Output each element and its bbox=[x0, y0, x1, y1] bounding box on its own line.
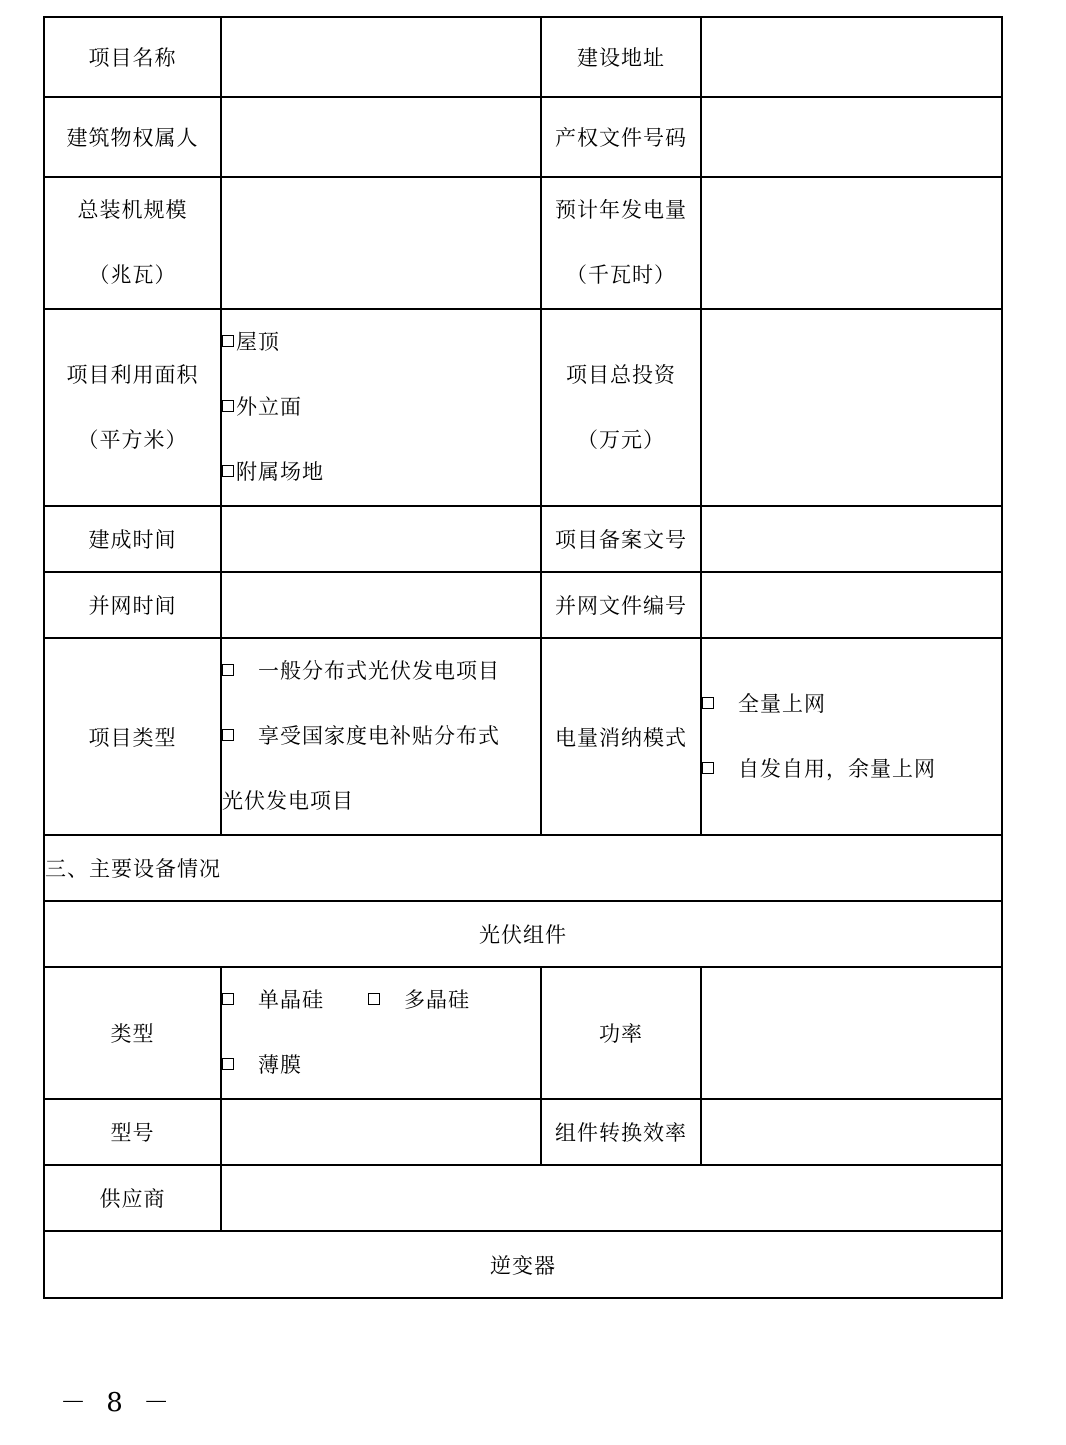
checkbox-icon[interactable] bbox=[222, 664, 234, 676]
option-poly-si-label: 多晶硅 bbox=[404, 988, 470, 1012]
project-type-options bbox=[221, 638, 541, 835]
option-mono-si[interactable] bbox=[222, 988, 346, 1012]
area-used-text: 项目利用面积 bbox=[66, 362, 199, 387]
field-annual-generation[interactable] bbox=[701, 177, 1002, 309]
option-self-use-label: 自发自用，余量上网 bbox=[738, 756, 936, 781]
option-general-distributed-label: 一般分布式光伏发电项目 bbox=[258, 659, 500, 683]
checkbox-icon[interactable] bbox=[222, 729, 234, 741]
option-thin-film-label: 薄膜 bbox=[258, 1053, 302, 1077]
label-project-type: 项目类型 bbox=[44, 638, 221, 835]
field-building-owner[interactable] bbox=[221, 97, 541, 177]
label-filing-no: 项目备案文号 bbox=[541, 506, 701, 572]
checkbox-icon[interactable] bbox=[222, 335, 234, 347]
option-subsidized-distributed-cont: 光伏发电项目 bbox=[222, 789, 354, 813]
area-options bbox=[221, 309, 541, 506]
field-efficiency[interactable] bbox=[701, 1099, 1002, 1165]
label-supplier: 供应商 bbox=[44, 1165, 221, 1231]
checkbox-icon[interactable] bbox=[222, 993, 234, 1005]
section-3-title: 三、主要设备情况 bbox=[44, 835, 1002, 901]
option-poly-si[interactable] bbox=[368, 988, 470, 1012]
annual-generation-unit: （千瓦时） bbox=[566, 263, 676, 287]
total-investment-unit: （万元） bbox=[577, 427, 665, 452]
field-supplier[interactable] bbox=[221, 1165, 1002, 1231]
label-consumption-mode: 电量消纳模式 bbox=[541, 638, 701, 835]
module-type-row-1 bbox=[222, 968, 540, 1033]
option-roof[interactable] bbox=[222, 310, 540, 375]
option-facade[interactable] bbox=[222, 375, 540, 440]
option-ancillary-site-label: 附属场地 bbox=[236, 460, 324, 484]
option-facade-label: 外立面 bbox=[236, 395, 302, 419]
total-investment-text: 项目总投资 bbox=[566, 362, 676, 387]
page-number: － 8 － bbox=[60, 1388, 176, 1418]
label-build-address: 建设地址 bbox=[541, 17, 701, 97]
field-project-name[interactable] bbox=[221, 17, 541, 97]
field-filing-no[interactable] bbox=[701, 506, 1002, 572]
field-property-doc-no[interactable] bbox=[701, 97, 1002, 177]
label-annual-generation bbox=[541, 177, 701, 309]
field-grid-time[interactable] bbox=[221, 572, 541, 638]
total-capacity-text: 总装机规模 bbox=[77, 198, 188, 222]
option-general-distributed[interactable] bbox=[222, 639, 540, 704]
checkbox-icon[interactable] bbox=[222, 400, 234, 412]
label-total-capacity bbox=[44, 177, 221, 309]
field-total-investment[interactable] bbox=[701, 309, 1002, 506]
label-grid-doc-no: 并网文件编号 bbox=[541, 572, 701, 638]
option-self-use[interactable] bbox=[702, 737, 1001, 802]
label-total-investment bbox=[541, 309, 701, 506]
checkbox-icon[interactable] bbox=[702, 697, 714, 709]
option-full-grid[interactable] bbox=[702, 672, 1001, 737]
field-power[interactable] bbox=[701, 967, 1002, 1099]
checkbox-icon[interactable] bbox=[368, 993, 380, 1005]
field-completion-time[interactable] bbox=[221, 506, 541, 572]
label-grid-time: 并网时间 bbox=[44, 572, 221, 638]
total-capacity-unit: （兆瓦） bbox=[88, 263, 177, 287]
option-subsidized-distributed[interactable] bbox=[222, 704, 540, 769]
checkbox-icon[interactable] bbox=[222, 465, 234, 477]
checkbox-icon[interactable] bbox=[222, 1058, 234, 1070]
field-model[interactable] bbox=[221, 1099, 541, 1165]
label-building-owner: 建筑物权属人 bbox=[44, 97, 221, 177]
annual-generation-text: 预计年发电量 bbox=[555, 198, 687, 222]
label-model: 型号 bbox=[44, 1099, 221, 1165]
area-used-unit: （平方米） bbox=[77, 427, 188, 452]
option-subsidized-distributed-label: 享受国家度电补贴分布式 bbox=[258, 724, 500, 748]
inverter-heading: 逆变器 bbox=[44, 1231, 1002, 1298]
pv-module-heading: 光伏组件 bbox=[44, 901, 1002, 967]
project-info-table bbox=[43, 16, 1003, 1299]
label-project-name: 项目名称 bbox=[44, 17, 221, 97]
option-full-grid-label: 全量上网 bbox=[738, 691, 826, 716]
option-mono-si-label: 单晶硅 bbox=[258, 988, 324, 1012]
field-build-address[interactable] bbox=[701, 17, 1002, 97]
label-area-used bbox=[44, 309, 221, 506]
checkbox-icon[interactable] bbox=[702, 762, 714, 774]
field-total-capacity[interactable] bbox=[221, 177, 541, 309]
module-type-options bbox=[221, 967, 541, 1099]
label-power: 功率 bbox=[541, 967, 701, 1099]
option-roof-label: 屋顶 bbox=[236, 330, 280, 354]
label-efficiency: 组件转换效率 bbox=[541, 1099, 701, 1165]
option-thin-film[interactable] bbox=[222, 1033, 540, 1098]
label-property-doc-no: 产权文件号码 bbox=[541, 97, 701, 177]
consumption-options bbox=[701, 638, 1002, 835]
label-module-type: 类型 bbox=[44, 967, 221, 1099]
field-grid-doc-no[interactable] bbox=[701, 572, 1002, 638]
option-ancillary-site[interactable] bbox=[222, 440, 540, 505]
label-completion-time: 建成时间 bbox=[44, 506, 221, 572]
